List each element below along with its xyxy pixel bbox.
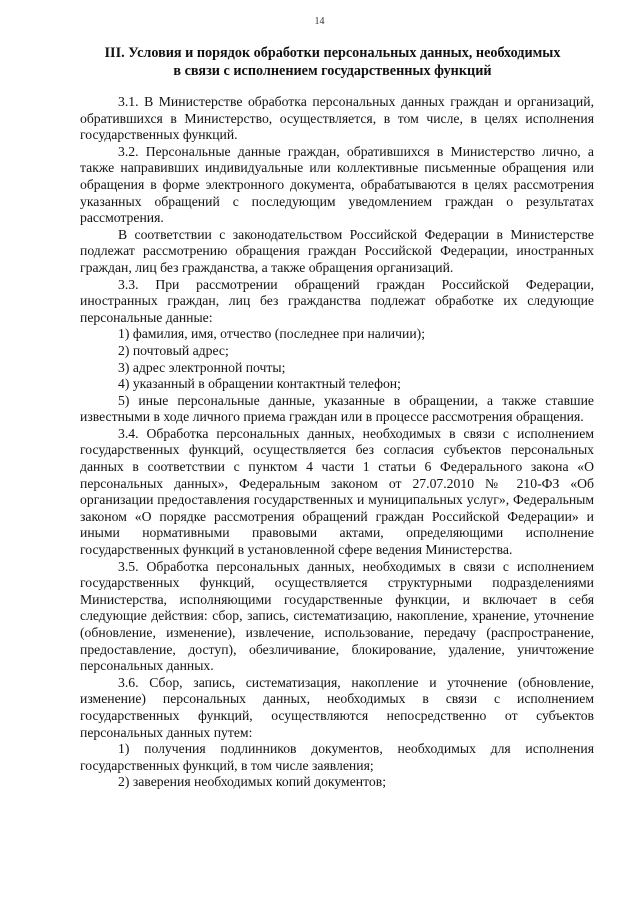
list-item-name: 1) фамилия, имя, отчество (последнее при наличии); <box>118 326 426 342</box>
list-item-email: 3) адрес электронной почты; <box>118 359 286 375</box>
list-item-phone: 4) указанный в обращении контактный телефон; <box>118 376 401 392</box>
list-item-postal-address: 2) почтовый адрес; <box>118 342 229 358</box>
document-body <box>80 94 594 791</box>
list-item-other-data: 5) иные персональные данные, указанные в обращении, а также ставшие известными в ходе личного приема граждан или в процессе рассмотрения обращения. <box>80 392 594 425</box>
section-heading <box>70 44 595 80</box>
section-heading-line-2: в связи с исполнением государственных функций <box>173 63 492 79</box>
section-heading-line-1: III. Условия и порядок обработки персональных данных, необходимых <box>104 45 561 61</box>
paragraph-3-1: 3.1. В Министерстве обработка персональных данных граждан и организаций, обратившихся в Министерство, осуществляется, в том числе, в целях исполнения государственных функций. <box>80 94 594 143</box>
paragraph-3-3: 3.3. При рассмотрении обращений граждан Российской Федерации, иностранных граждан, лиц без гражданства подлежат обработке их следующие персональные данные: <box>80 276 594 325</box>
paragraph-3-2: 3.2. Персональные данные граждан, обратившихся в Министерство лично, а также направивших индивидуальные или коллективные письменные обращения или обращения в форме электронного документа, обрабатываются в целях рассмотрения указанных обращений с последующим уведомлением граждан о результатах рассмотрения. <box>80 143 594 226</box>
paragraph-3-4: 3.4. Обработка персональных данных, необходимых в связи с исполнением государственных функций, осуществляется без согласия субъектов персональных данных в соответствии с пунктом 4 части 1 статьи 6 Федерального закона «О персональных данных», Федеральным законом от 27.07.2010 № 210-ФЗ «Об организации предоставления государственных и муниципальных услуг», Федеральным законом «О порядке рассмотрения обращений граждан Российской Федерации» и иными нормативными правовыми актами, определяющими исполнение государственных функций в установленной сфере ведения Министерства. <box>80 425 594 558</box>
list-item-certified-copies: 2) заверения необходимых копий документов; <box>118 774 387 790</box>
paragraph-3-2-continued: В соответствии с законодательством Российской Федерации в Министерстве подлежат рассмотрению обращения граждан Российской Федерации, иностранных граждан, лиц без гражданства, а также обращения организаций. <box>80 226 594 275</box>
paragraph-3-5: 3.5. Обработка персональных данных, необходимых в связи с исполнением государственных функций, осуществляется структурными подразделениями Министерства, исполняющими государственные функции, и включает в себя следующие действия: сбор, запись, систематизацию, накопление, хранение, уточнение (обновление, изменение), извлечение, использование, передачу (распространение, предоставление, доступ), обезличивание, блокирование, удаление, уничтожение персональных данных. <box>80 558 594 674</box>
paragraph-3-6: 3.6. Сбор, запись, систематизация, накопление и уточнение (обновление, изменение) персональных данных, необходимых в связи с исполнением государственных функций, осуществляются непосредственно от субъектов персональных данных путем: <box>80 674 594 740</box>
page-number: 14 <box>314 16 325 27</box>
list-item-originals: 1) получения подлинников документов, необходимых для исполнения государственных функций, в том числе заявления; <box>80 741 594 773</box>
